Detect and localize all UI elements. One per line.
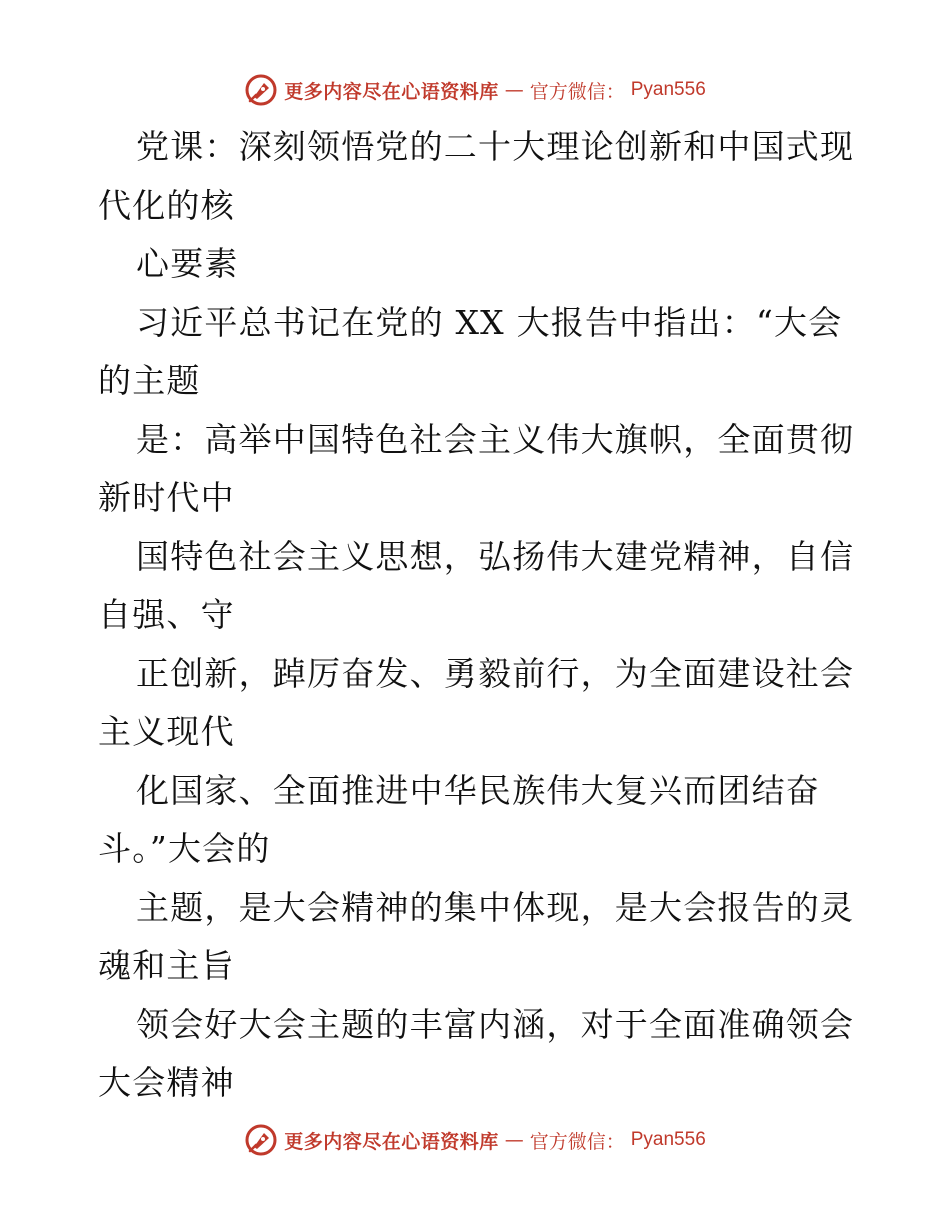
document-line: 新时代中 xyxy=(98,478,235,517)
document-line: 国特色社会主义思想，弘扬伟大建党精神，自信 xyxy=(136,536,855,576)
document-line: 主题，是大会精神的集中体现，是大会报告的灵 xyxy=(136,887,855,927)
document-body xyxy=(98,118,858,1113)
document-line: 化国家、全面推进中华民族伟大复兴而团结奋 xyxy=(136,770,820,810)
header-brand-text: 更多内容尽在心语资料库 xyxy=(284,80,499,103)
document-line: 领会好大会主题的丰富内涵，对于全面准确领会 xyxy=(136,1004,855,1044)
footer-banner-content xyxy=(244,1123,706,1157)
header-banner-content xyxy=(244,73,706,107)
footer-wechat-id: Pyan556 xyxy=(630,1129,706,1150)
pen-nib-logo-icon xyxy=(244,1123,278,1157)
document-line: 心要素 xyxy=(136,244,239,283)
document-line: 斗。”大会的 xyxy=(98,829,271,868)
footer-wechat-label: 官方微信： xyxy=(529,1130,625,1153)
document-line: 正创新，踔厉奋发、勇毅前行，为全面建设社会 xyxy=(136,653,855,693)
document-line: 党课：深刻领悟党的二十大理论创新和中国式现 xyxy=(136,127,855,166)
document-line: 大会精神 xyxy=(98,1063,235,1102)
footer-banner xyxy=(0,1120,950,1160)
header-separator: — xyxy=(504,79,524,101)
document-line: 是：高举中国特色社会主义伟大旗帜，全面贯彻 xyxy=(136,419,855,459)
pen-nib-logo-icon xyxy=(244,73,278,107)
header-wechat-id: Pyan556 xyxy=(630,79,706,100)
document-line: 代化的核 xyxy=(98,185,235,225)
footer-brand-text: 更多内容尽在心语资料库 xyxy=(284,1130,499,1153)
header-wechat-label: 官方微信： xyxy=(529,80,625,103)
footer-separator: — xyxy=(504,1129,524,1151)
header-banner xyxy=(0,70,950,110)
document-line: 主义现代 xyxy=(98,712,235,751)
document-line: 魂和主旨 xyxy=(98,946,235,985)
document-line: 的主题 xyxy=(98,361,201,400)
document-line: 自强、守 xyxy=(98,595,235,634)
document-line: 习近平总书记在党的 XX 大报告中指出：“大会 xyxy=(136,302,843,342)
